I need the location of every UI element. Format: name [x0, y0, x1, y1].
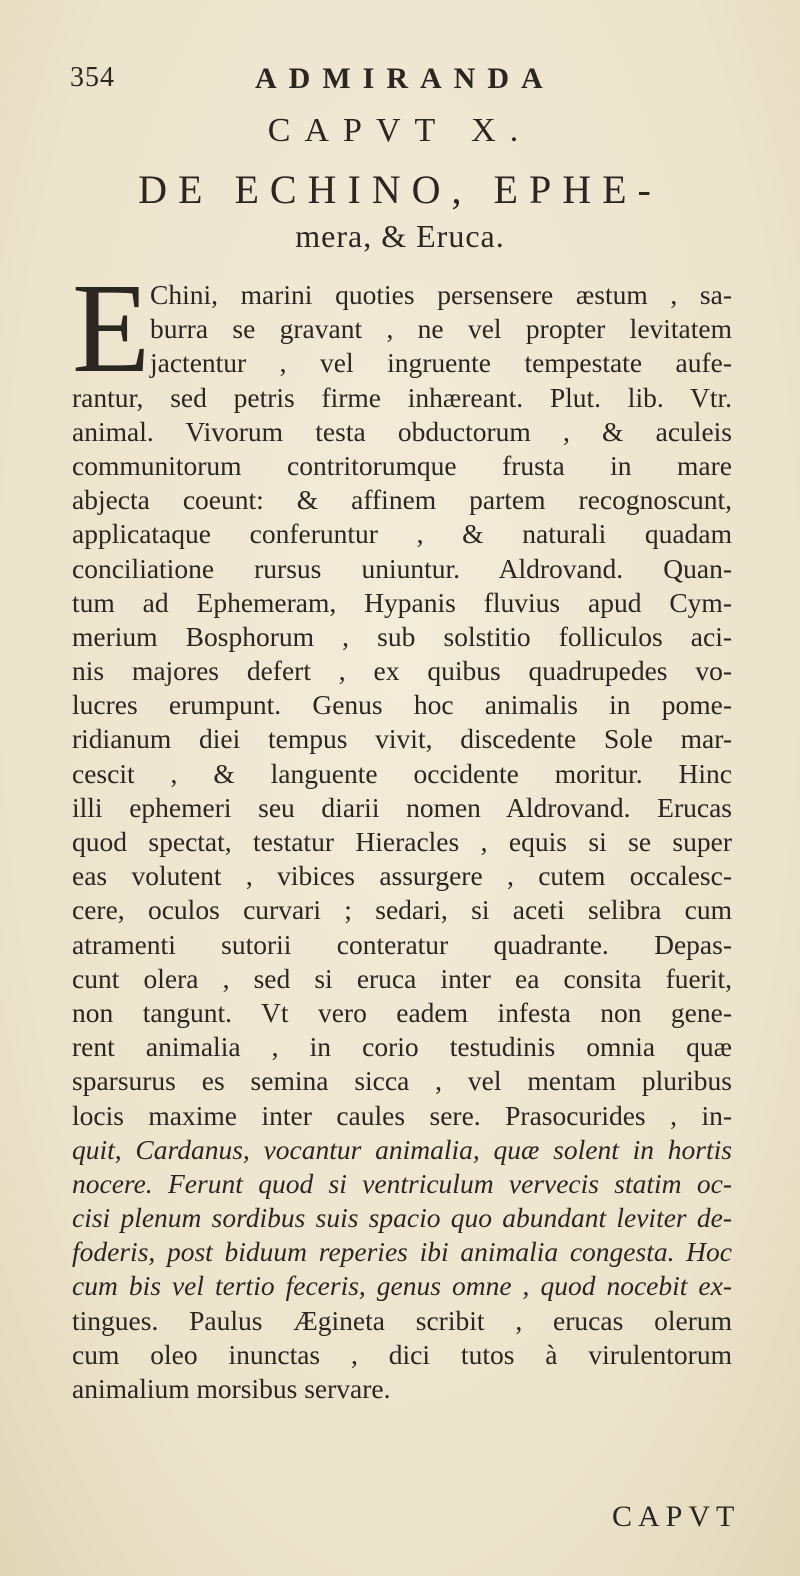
- catchword: CAPVT: [612, 1500, 741, 1533]
- text-line: eas volutent , vibices assurgere , cutem occalesc-: [72, 860, 732, 892]
- text-line: burra se gravant , ne vel propter levitatem: [150, 313, 732, 345]
- text-line: animalium morsibus servare.: [72, 1373, 391, 1404]
- text-line-italic: quit, Cardanus, vocantur animalia, quæ solent in hortis: [72, 1133, 732, 1165]
- drop-capital: E: [72, 257, 151, 399]
- text-line: rent animalia , in corio testudinis omnia quæ: [72, 1031, 732, 1063]
- text-line: conciliatione rursus uniuntur. Aldrovand. Quan-: [72, 552, 732, 584]
- running-title: ADMIRANDA: [255, 62, 555, 95]
- text-line: jactentur , vel ingruente tempestate aufe-: [150, 347, 732, 379]
- text-line: animal. Vivorum testa obductorum , & aculeis: [72, 415, 732, 447]
- text-line: nis majores defert , ex quibus quadrupedes vo-: [72, 655, 732, 687]
- text-line: tum ad Ephemeram, Hypanis fluvius apud Cym-: [72, 586, 732, 618]
- text-line: lucres erumpunt. Genus hoc animalis in pome-: [72, 689, 732, 721]
- text-line: cum oleo inunctas , dici tutos à virulentorum: [72, 1338, 732, 1370]
- text-line: communitorum contritorumque frusta in mare: [72, 449, 732, 481]
- body-text: [72, 257, 732, 1406]
- text-line-italic: foderis, post biduum reperies ibi animalia congesta. Hoc: [72, 1236, 732, 1268]
- text-line: cere, oculos curvari ; sedari, si aceti selibra cum: [72, 894, 732, 926]
- text-line-italic: cum bis vel tertio feceris, genus omne , quod nocebit ex-: [72, 1270, 732, 1302]
- text-line: Chini, marini quoties persensere æstum , sa-: [150, 279, 732, 310]
- text-line: cunt olera , sed si eruca inter ea consita fuerit,: [72, 962, 732, 994]
- text-line: tingues. Paulus Ægineta scribit , erucas olerum: [72, 1304, 732, 1336]
- text-line: atramenti sutorii conteratur quadrante. Depas-: [72, 928, 732, 960]
- chapter-number: CAPVT X.: [267, 112, 533, 149]
- text-line: rantur, sed petris firme inhæreant. Plut. lib. Vtr.: [72, 381, 732, 413]
- running-head: [70, 62, 730, 102]
- text-line: cescit , & languente occidente moritur. Hinc: [72, 757, 732, 789]
- text-line: locis maxime inter caules sere. Prasocurides , in-: [72, 1099, 732, 1131]
- text-line: illi ephemeri seu diarii nomen Aldrovand. Erucas: [72, 791, 732, 823]
- chapter-title-line-2: mera, & Eruca.: [295, 218, 505, 254]
- text-line: quod spectat, testatur Hieracles , equis si se super: [72, 826, 732, 857]
- text-line: ridianum diei tempus vivit, discedente Sole mar-: [72, 723, 732, 755]
- chapter-title-line-1: DE ECHINO, EPHE-: [138, 167, 662, 212]
- text-line: abjecta coeunt: & affinem partem recognoscunt,: [72, 484, 732, 516]
- text-line: applicataque conferuntur , & naturali quadam: [72, 518, 732, 550]
- text-line: merium Bosphorum , sub solstitio folliculos aci-: [72, 620, 732, 652]
- text-line-italic: nocere. Ferunt quod si ventriculum vervecis statim oc-: [72, 1167, 732, 1199]
- text-line-italic: cisi plenum sordibus suis spacio quo abundant leviter de-: [72, 1202, 732, 1234]
- page-number: 354: [70, 62, 115, 93]
- text-line: non tangunt. Vt vero eadem infesta non gene-: [72, 996, 732, 1028]
- text-line: sparsurus es semina sicca , vel mentam pluribus: [72, 1065, 732, 1097]
